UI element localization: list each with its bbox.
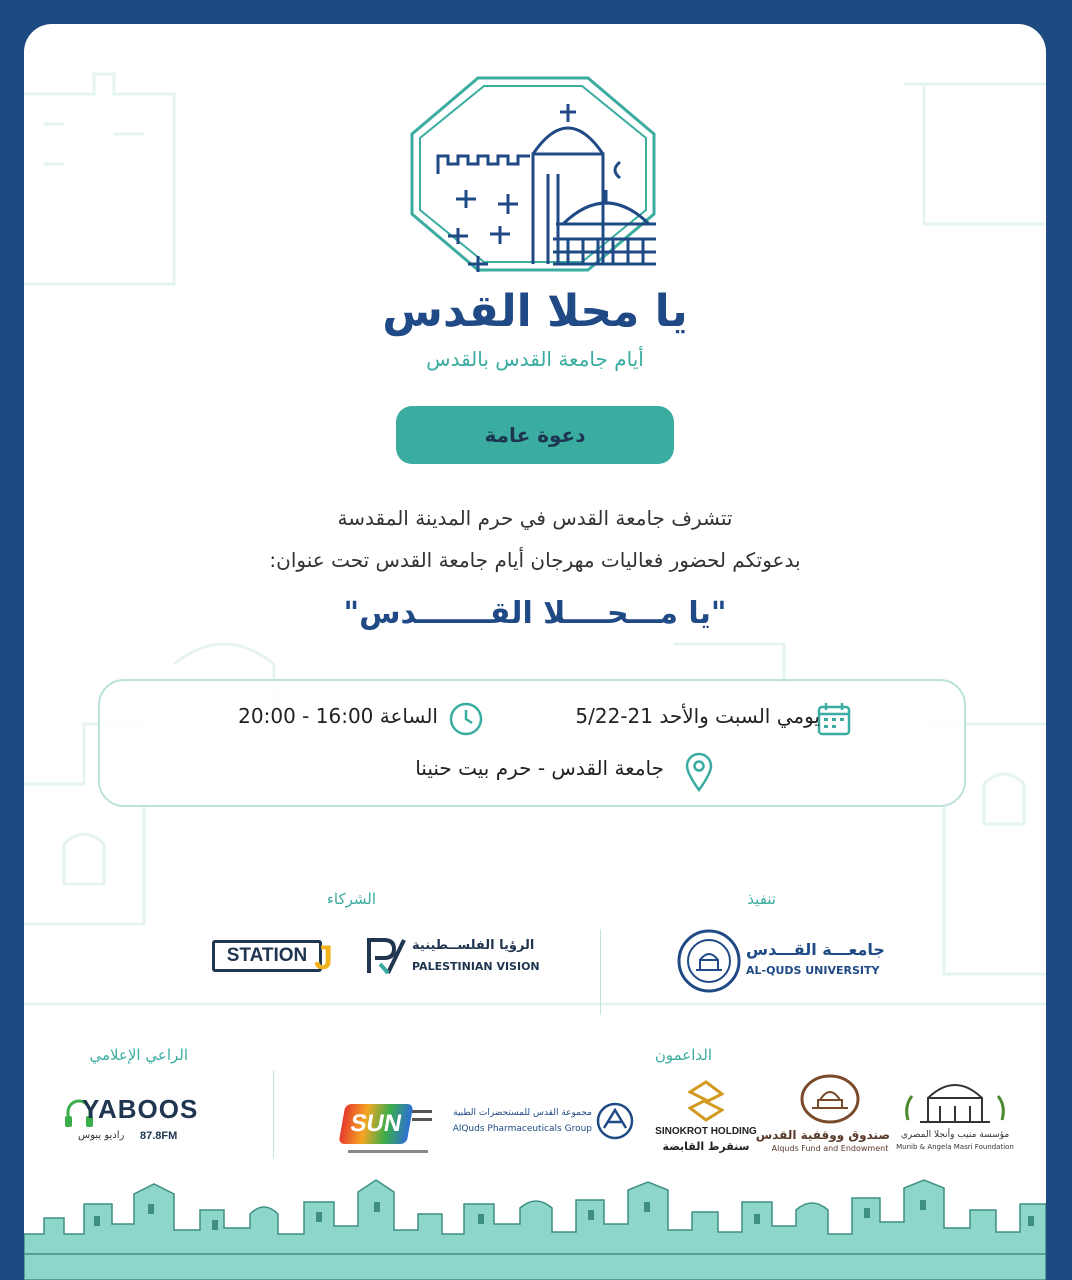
- alquds-pharma-logo: [448, 1102, 634, 1146]
- old-city-skyline: [24, 1174, 1046, 1280]
- yaboos-frequency: 87.8FM: [140, 1130, 178, 1142]
- section-divider: [600, 929, 601, 1015]
- calendar-icon: [816, 701, 852, 737]
- jerusalem-walls-dome-icon: [408, 74, 658, 274]
- section-divider: [273, 1070, 274, 1158]
- masri-foundation-ar: مؤسسة منيب وأنجلا المصري: [900, 1130, 1010, 1140]
- station-j-mark: J: [314, 939, 333, 977]
- sun-tagline-line: [412, 1118, 432, 1121]
- alquds-pharma-en: AlQuds Pharmaceuticals Group: [452, 1124, 592, 1134]
- alquds-pharma-ar: مجموعة القدس للمستحضرات الطبية: [453, 1108, 592, 1118]
- university-seal-icon: [676, 928, 742, 994]
- yaboos-text: YABOOS: [82, 1094, 199, 1124]
- invitation-line-1: تتشرف جامعة القدس في حرم المدينة المقدسة: [337, 506, 733, 530]
- station-text: STATION: [212, 940, 322, 972]
- masri-foundation-en: Munib & Angela Masri Foundation: [896, 1143, 1014, 1151]
- location-pin-icon: [684, 752, 714, 792]
- alquds-university-ar: جامعـــة القـــدس: [746, 940, 885, 959]
- clock-icon: [448, 701, 484, 737]
- event-title: يا محلا القدس: [382, 286, 688, 337]
- event-location: جامعة القدس - حرم بيت حنينا: [415, 756, 664, 780]
- public-invitation-badge: دعوة عامة: [396, 406, 674, 464]
- supporters-label: الداعمون: [654, 1046, 712, 1064]
- station-j-logo: [212, 938, 336, 978]
- alquds-fund-en: Alquds Fund and Endowment: [771, 1144, 889, 1153]
- sinokrot-holding-logo: [650, 1080, 762, 1156]
- sun-text: SUN: [338, 1104, 413, 1144]
- pv-mark-icon: [366, 936, 406, 976]
- masri-foundation-logo: [894, 1076, 1016, 1156]
- palestinian-vision-logo: [366, 936, 540, 982]
- media-sponsor-label: الراعي الإعلامي: [89, 1046, 188, 1064]
- yaboos-ar: راديو يبوس: [78, 1130, 125, 1141]
- sinokrot-en: SINOKROT HOLDING: [655, 1126, 757, 1137]
- partners-label: الشركاء: [326, 890, 376, 908]
- pharma-mark-icon: [596, 1102, 634, 1140]
- sinokrot-ar: سنقرط القابضة: [662, 1140, 750, 1153]
- alquds-fund-ar: صندوق ووقفية القدس: [755, 1128, 890, 1142]
- sun-tagline-line: [412, 1110, 432, 1113]
- sun-tagline-line: [348, 1150, 428, 1153]
- alquds-fund-logo: [755, 1074, 890, 1156]
- palestinian-vision-ar: الرؤيا الفلســطينية: [412, 938, 535, 953]
- event-info-box: [98, 679, 966, 807]
- event-time: الساعة 16:00 - 20:00: [238, 704, 438, 728]
- alquds-fund-emblem-icon: [798, 1074, 862, 1124]
- alquds-university-logo: [676, 928, 885, 994]
- foundation-building-icon: [900, 1076, 1010, 1126]
- alquds-university-en: AL-QUDS UNIVERSITY: [746, 964, 880, 977]
- sinokrot-mark-icon: [688, 1080, 724, 1122]
- event-subtitle: أيام جامعة القدس بالقدس: [426, 347, 644, 371]
- sun-group-logo: [338, 1100, 436, 1160]
- invitation-card: [24, 24, 1046, 1280]
- festival-title-quote: "يا مـــحــــلا القـــــــدس": [343, 596, 727, 631]
- palestinian-vision-en: PALESTINIAN VISION: [412, 960, 540, 973]
- invitation-line-2: بدعوتكم لحضور فعاليات مهرجان أيام جامعة القدس تحت عنوان:: [269, 548, 801, 572]
- yaboos-radio-logo: [64, 1094, 199, 1150]
- execution-label: تنفيذ: [747, 890, 776, 908]
- event-date: يومي السبت والأحد 21-5/22: [575, 704, 820, 728]
